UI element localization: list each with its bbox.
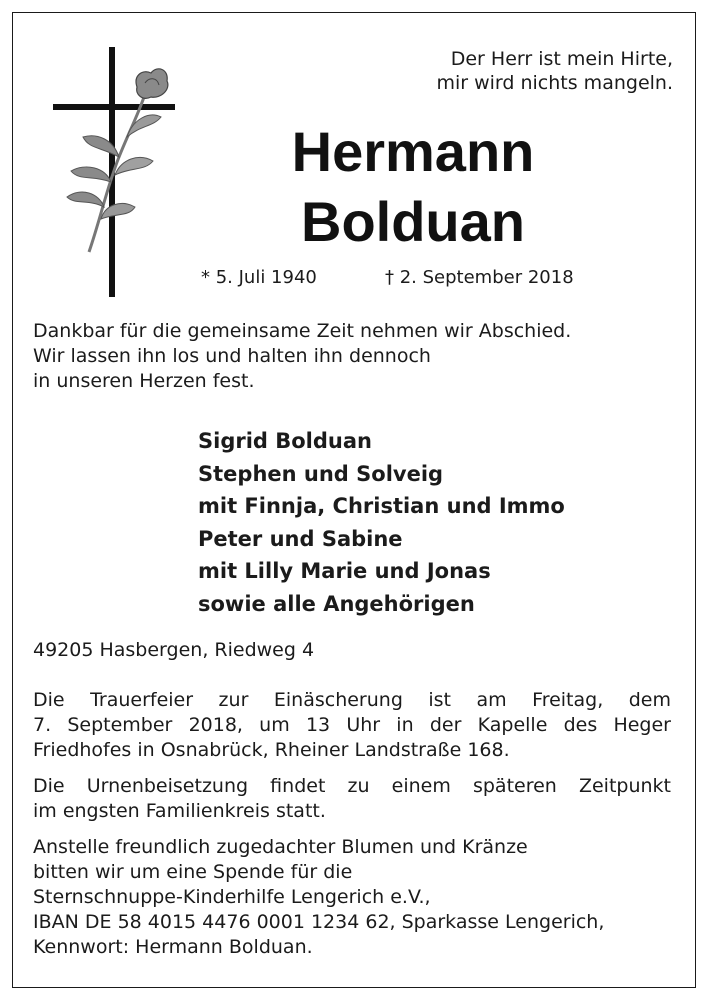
burial-line-1: Die Urnenbeisetzung findet zu einem späteren Zeitpunkt: [33, 775, 671, 797]
donation-line-5: Kennwort: Hermann Bolduan.: [33, 936, 313, 958]
mourner-line: mit Finnja, Christian und Immo: [198, 494, 565, 518]
donation-line-3: Sternschnuppe-Kinderhilfe Lengerich e.V.,: [33, 886, 431, 908]
psalm-line-2: mir wird nichts mangeln.: [436, 72, 673, 94]
deceased-last-name: Bolduan: [301, 190, 525, 253]
farewell-line-1: Dankbar für die gemeinsame Zeit nehmen wir Abschied.: [33, 320, 572, 342]
birth-date: * 5. Juli 1940: [201, 267, 317, 288]
cross-with-rose-icon: [49, 47, 179, 297]
mourners-list: [198, 425, 565, 620]
mourner-line: Sigrid Bolduan: [198, 429, 372, 453]
deceased-first-name: Hermann: [291, 120, 535, 183]
ceremony-line-1: Die Trauerfeier zur Einäscherung ist am Freitag, dem: [33, 689, 671, 711]
ceremony-line-2: 7. September 2018, um 13 Uhr in der Kapelle des Heger: [33, 714, 671, 736]
mourner-line: Peter und Sabine: [198, 526, 403, 551]
psalm-quote: [353, 47, 673, 95]
mourner-line: sowie alle Angehörigen: [198, 591, 475, 616]
address: 49205 Hasbergen, Riedweg 4: [33, 639, 315, 661]
mourner-line: mit Lilly Marie und Jonas: [198, 559, 491, 583]
donation-line-4: IBAN DE 58 4015 4476 0001 1234 62, Sparkasse Lengerich,: [33, 911, 605, 933]
death-date: † 2. September 2018: [385, 267, 574, 288]
donation-line-2: bitten wir um eine Spende für die: [33, 861, 353, 883]
burial-line-2: im engsten Familienkreis statt.: [33, 800, 326, 822]
psalm-line-1: Der Herr ist mein Hirte,: [450, 48, 673, 70]
mourner-line: Stephen und Solveig: [198, 461, 444, 486]
farewell-line-3: in unseren Herzen fest.: [33, 370, 255, 392]
obituary-notice: [12, 12, 696, 988]
ceremony-line-3: Friedhofes in Osnabrück, Rheiner Landstraße 168.: [33, 739, 510, 761]
farewell-line-2: Wir lassen ihn los und halten ihn dennoch: [33, 345, 431, 367]
donation-line-1: Anstelle freundlich zugedachter Blumen und Kränze: [33, 836, 528, 858]
